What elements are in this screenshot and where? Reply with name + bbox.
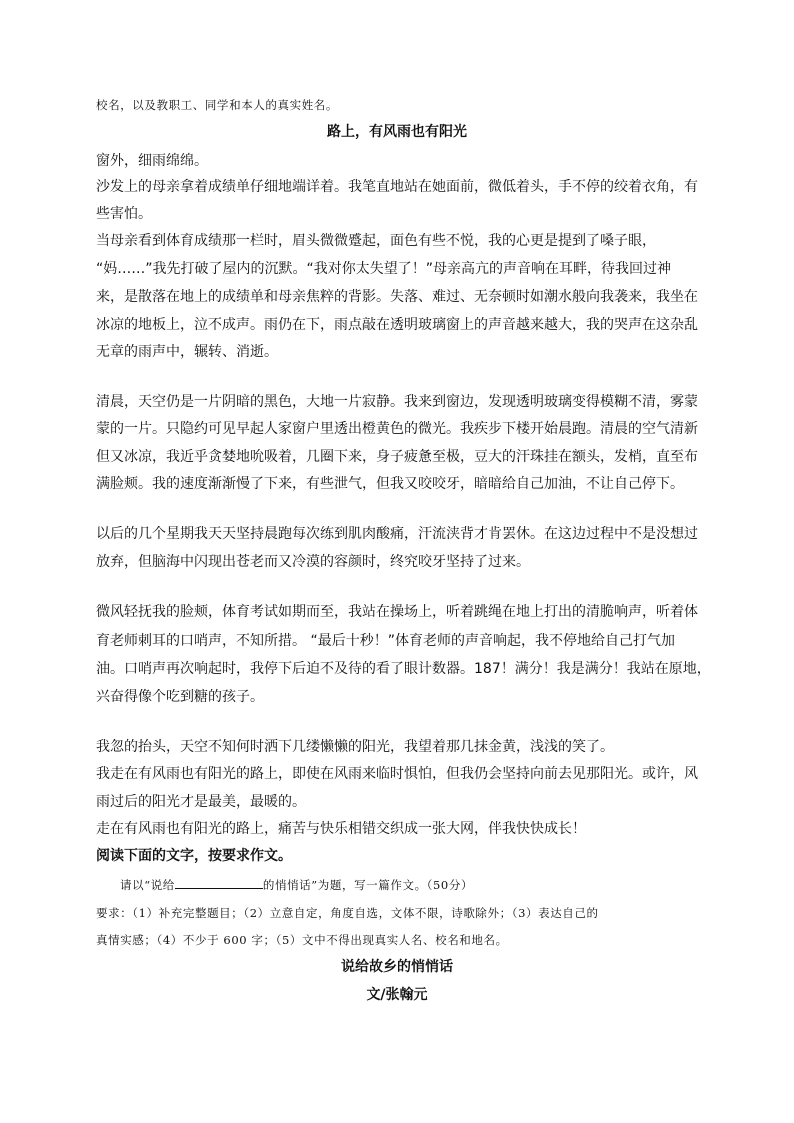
- prompt-requirement: 要求：（1）补充完整题目；（2）立意自定，角度自选，文体不限，诗歌除外；（3）表达自己的: [96, 906, 599, 920]
- essay-line: 兴奋得像个吃到糖的孩子。: [96, 689, 264, 705]
- essay-line: 清晨，天空仍是一片阴暗的黑色，大地一片寂静。我来到窗边，发现透明玻璃变得模糊不清，雾蒙: [96, 394, 698, 410]
- essay-line: 雨过后的阳光才是最美，最暖的。: [96, 794, 306, 810]
- essay2-author: 文/张翰元: [366, 987, 428, 1003]
- essay-title: 路上，有风雨也有阳光: [327, 124, 467, 140]
- intro-note: 校名，以及教职工、同学和本人的真实姓名。: [96, 98, 338, 112]
- essay-line: 我走在有风雨也有阳光的路上，即使在风雨来临时惧怕，但我仍会坚持向前去见那阳光。或许，风: [96, 766, 698, 782]
- title-blank: [175, 877, 263, 889]
- essay-line: 窗外，细雨绵绵。: [96, 153, 208, 169]
- essay-line: “妈……”我先打破了屋内的沉默。“我对你太失望了！”母亲高亢的声音响在耳畔，待我回过神: [96, 261, 672, 277]
- essay-line: 无章的雨声中，辗转、消逝。: [96, 344, 278, 360]
- essay-line: 满脸颊。我的速度渐渐慢了下来，有些泄气，但我又咬咬牙，暗暗给自己加油，不让自己停下。: [96, 476, 684, 492]
- essay-line: 我忽的抬头，天空不知何时洒下几缕懒懒的阳光，我望着那几抹金黄，浅浅的笑了。: [96, 739, 614, 755]
- essay-line: 以后的几个星期我天天坚持晨跑每次练到肌肉酸痛，汗流浃背才肯罢休。在这边过程中不是没想过: [96, 526, 698, 542]
- essay-line: 育老师刺耳的口哨声，不知所措。 “最后十秒！”体育老师的声音响起，我不停地给自己打气加: [96, 633, 675, 649]
- essay2-title: 说给故乡的悄悄话: [341, 959, 453, 975]
- essay-line: 微风轻抚我的脸颊，体育考试如期而至，我站在操场上，听着跳绳在地上打出的清脆响声，听着体: [96, 604, 698, 620]
- prompt-heading: 阅读下面的文字，按要求作文。: [96, 848, 292, 864]
- prompt-requirement: 真情实感；（4）不少于 600 字；（5）文中不得出现真实人名、校名和地名。: [96, 933, 508, 947]
- essay-line: 放弃，但脑海中闪现出苍老而又冷漠的容颜时，终究咬牙坚持了过来。: [96, 554, 530, 570]
- essay-line: 走在有风雨也有阳光的路上，痛苦与快乐相错交织成一张大网，伴我快快成长！: [96, 821, 586, 837]
- prompt-instruction-end: 的悄悄话”为题，写一篇作文。（50分）: [262, 878, 474, 892]
- essay-line: 沙发上的母亲拿着成绩单仔细地端详着。我笔直地站在她面前，微低着头，手不停的绞着衣角，有: [96, 179, 698, 195]
- prompt-instruction-start: 请以“说给: [120, 878, 175, 892]
- essay-line: 蒙的一片。只隐约可见早起人家窗户里透出橙黄色的微光。我疾步下楼开始晨跑。清晨的空气清新: [96, 421, 698, 437]
- prompt-instruction: [120, 876, 473, 894]
- essay-line: 来，是散落在地上的成绩单和母亲焦粹的背影。失落、难过、无奈顿时如潮水般向我袭来，我坐在: [96, 289, 698, 305]
- essay-line: 些害怕。: [96, 206, 152, 222]
- essay-line: 当母亲看到体育成绩那一栏时，眉头微微蹙起，面色有些不悦，我的心更是提到了嗓子眼，: [96, 233, 656, 249]
- essay-line: 冰凉的地板上，泣不成声。雨仍在下，雨点敲在透明玻璃窗上的声音越来越大，我的哭声在这杂乱: [96, 317, 698, 333]
- essay-line: 油。口哨声再次响起时，我停下后迫不及待的看了眼计数器。187！满分！我是满分！我站在原地，: [96, 661, 711, 677]
- essay-line: 但又冰凉，我近乎贪婪地吮吸着，几圈下来，身子疲惫至极，豆大的汗珠挂在额头，发梢，直至布: [96, 449, 698, 465]
